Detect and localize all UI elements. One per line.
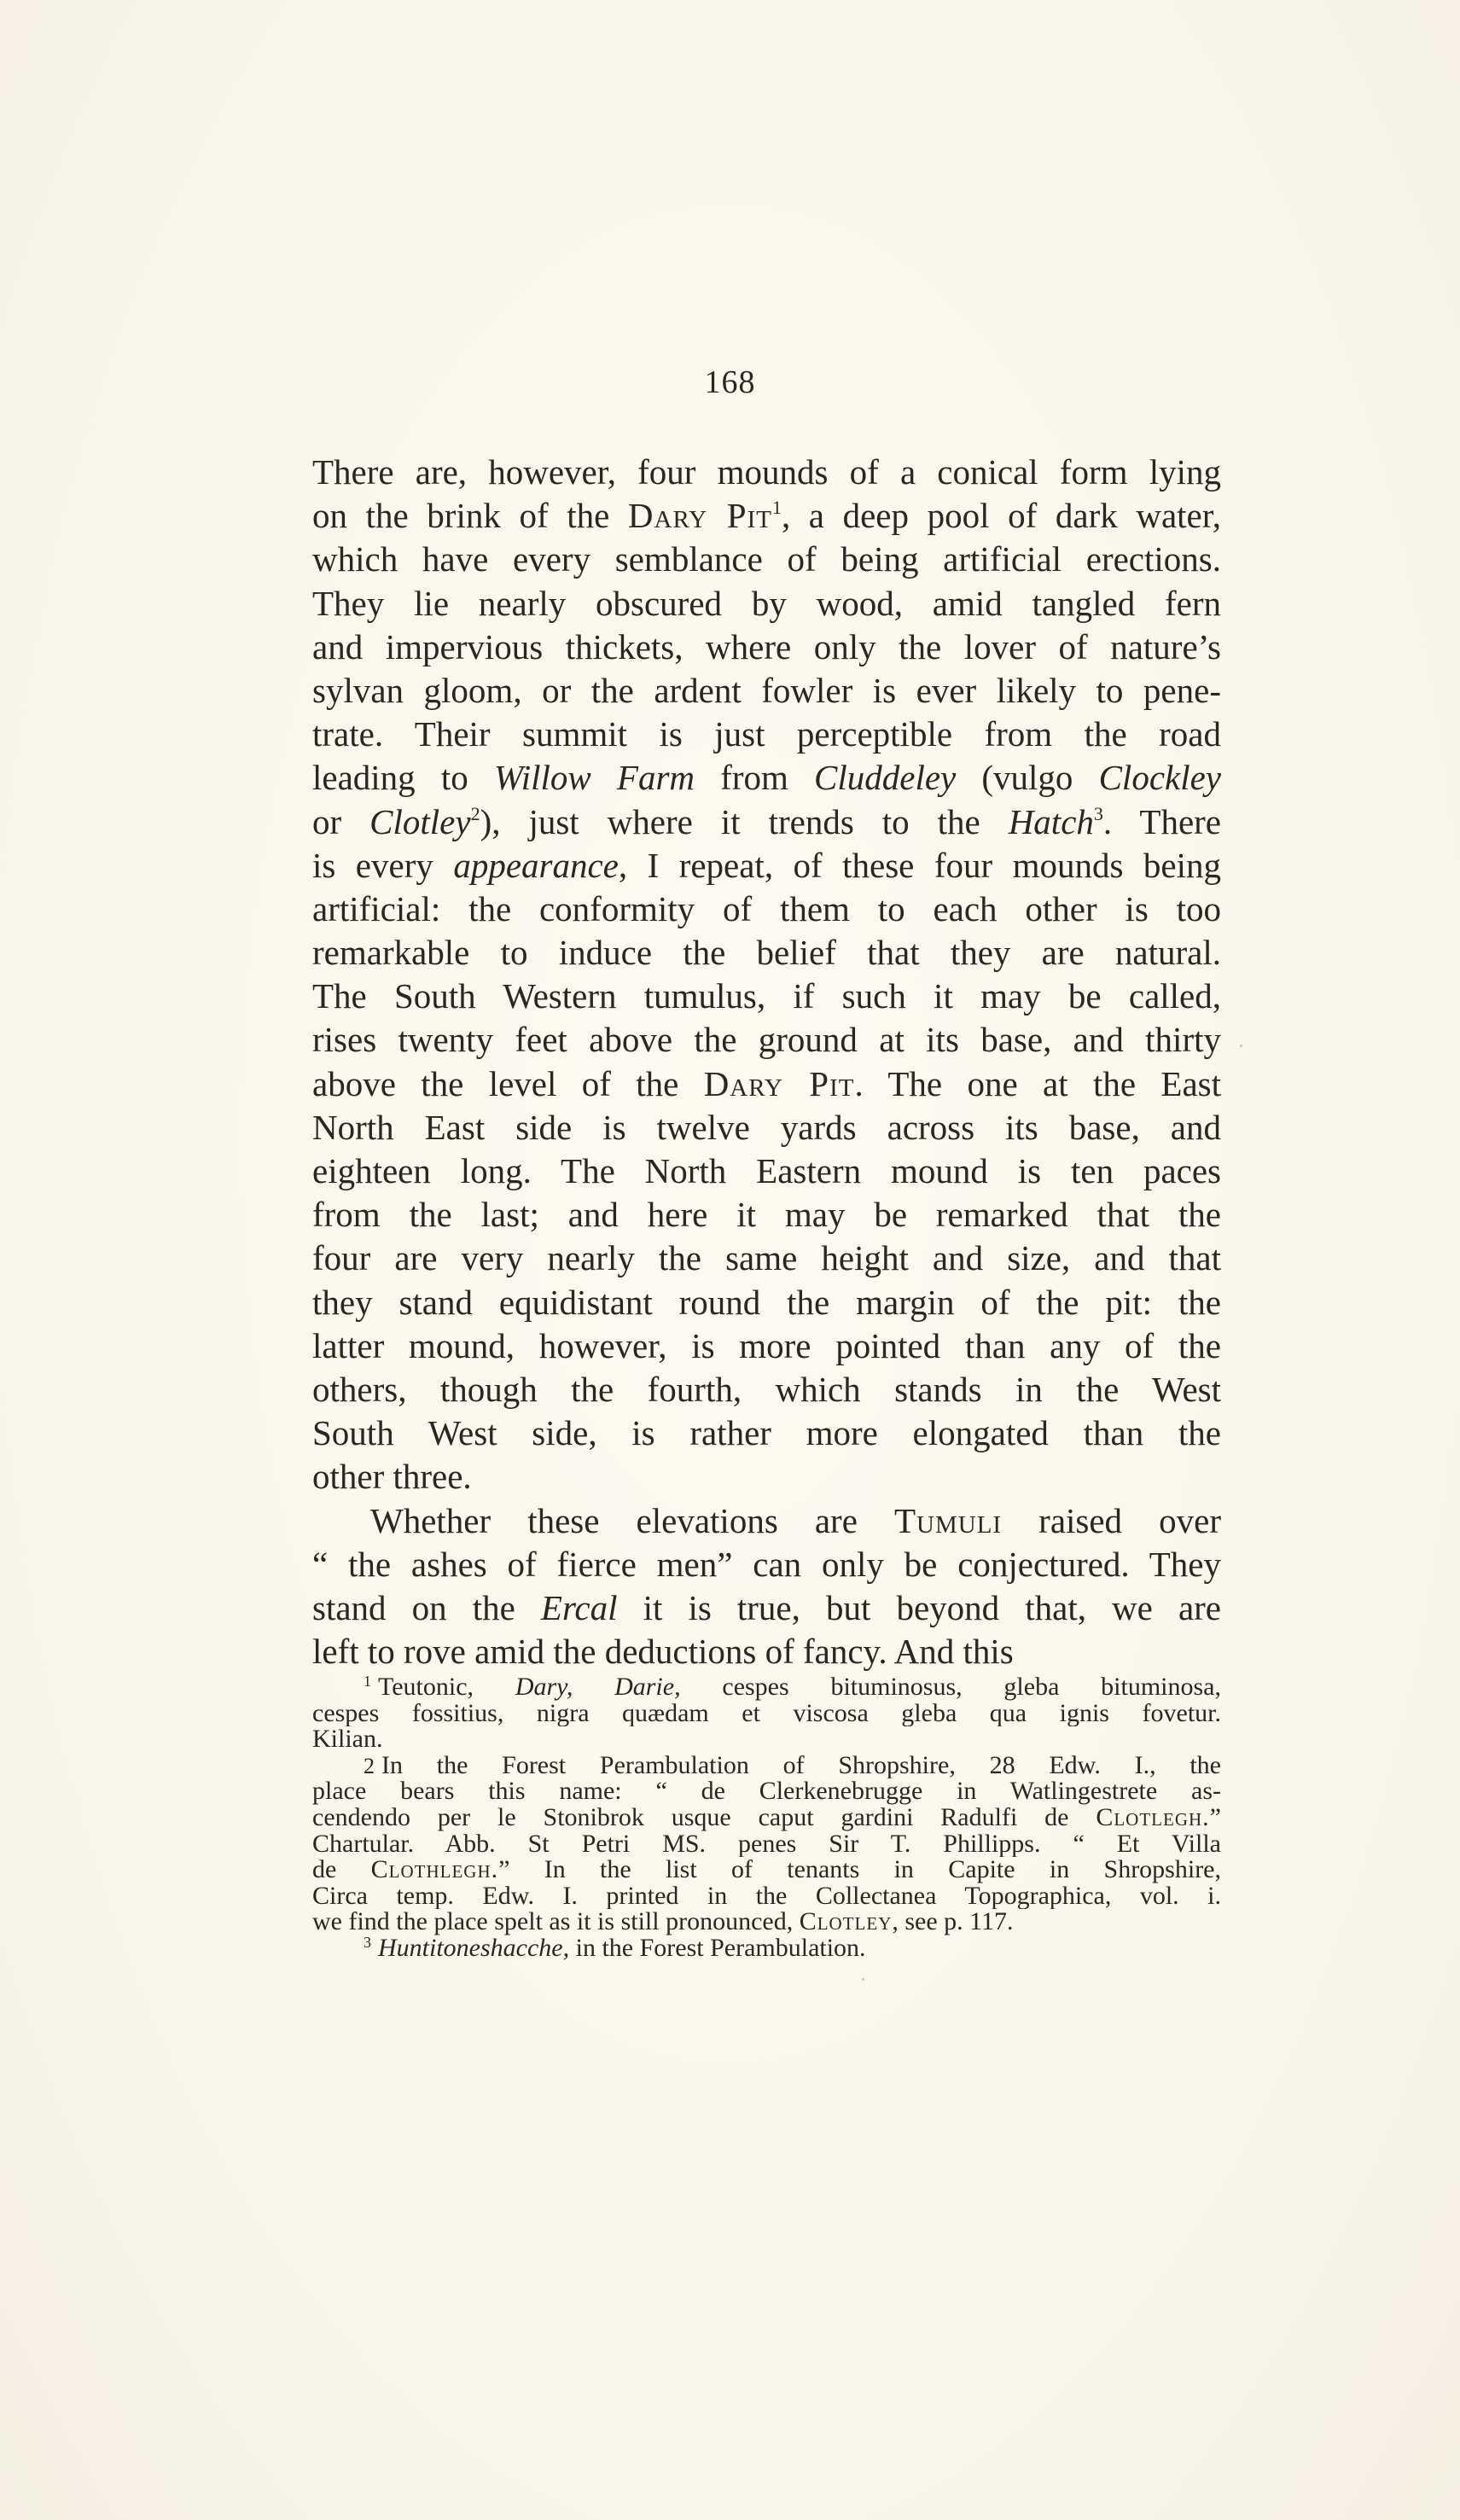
text-run: artificial: the conformity of them to each other is too bbox=[312, 888, 1221, 928]
text-run: sylvan gloom, or the ardent fowler is ever likely to pene- bbox=[312, 670, 1221, 710]
text-line bbox=[312, 1630, 1221, 1673]
text-line bbox=[312, 888, 1221, 931]
text-line bbox=[312, 1237, 1221, 1280]
text-line bbox=[312, 1455, 1221, 1499]
text-run: “ the ashes of fierce men” can only be conjectured. They bbox=[312, 1544, 1221, 1584]
text-run: four are very nearly the same height and size, and that bbox=[312, 1238, 1221, 1278]
text-run: we find the place spelt as it is still pronounced, bbox=[312, 1909, 800, 1935]
text-run: above the level of the bbox=[312, 1063, 704, 1103]
text-run: In the Forest Perambulation of Shropshire, 28 Edw. I., the bbox=[381, 1752, 1221, 1779]
text-line bbox=[312, 1543, 1221, 1586]
text-run: North East side is twelve yards across its base, and bbox=[312, 1107, 1221, 1147]
text-run: Dary Pit bbox=[627, 496, 772, 536]
text-run: from bbox=[695, 758, 815, 798]
text-line bbox=[312, 1324, 1221, 1368]
text-run: stand on the bbox=[312, 1587, 541, 1627]
footnote-ref: 3 bbox=[1093, 802, 1103, 824]
footnote-line bbox=[312, 1805, 1221, 1831]
text-run: Circa temp. Edw. I. printed in the Collectanea Topographica, vol. i. bbox=[312, 1883, 1221, 1910]
text-run: de bbox=[312, 1857, 371, 1883]
text-run: from the last; and here it may be remarked that the bbox=[312, 1195, 1221, 1235]
footnote-line bbox=[312, 1831, 1221, 1858]
text-run: Clotley bbox=[369, 801, 471, 841]
text-run: it is true, but beyond that, we are bbox=[617, 1587, 1221, 1627]
text-run: is every bbox=[312, 845, 454, 885]
text-line bbox=[312, 1281, 1221, 1324]
text-run: rises twenty feet above the ground at its base, and thirty bbox=[312, 1020, 1221, 1060]
text-run: others, though the fourth, which stands in the West bbox=[312, 1369, 1221, 1409]
text-line bbox=[312, 931, 1221, 975]
paragraph-mounds bbox=[312, 451, 1221, 1499]
text-line bbox=[312, 1586, 1221, 1630]
text-run: Hatch bbox=[1008, 801, 1094, 841]
text-run: ” bbox=[1209, 1804, 1221, 1831]
text-run: they stand equidistant round the margin of the pit: the bbox=[312, 1282, 1221, 1322]
footnote-number: 2 bbox=[364, 1753, 375, 1778]
text-run: raised over bbox=[1002, 1500, 1221, 1540]
text-run: , see p. 117. bbox=[892, 1909, 1014, 1935]
text-line bbox=[312, 1411, 1221, 1455]
text-run: South West side, is rather more elongated than the bbox=[312, 1413, 1221, 1453]
text-line bbox=[312, 975, 1221, 1018]
footnote-line bbox=[312, 1726, 1221, 1753]
text-line bbox=[312, 1106, 1221, 1149]
text-run: cespes bituminosus, gleba bituminosa, bbox=[680, 1674, 1221, 1701]
text-line bbox=[312, 494, 1221, 538]
text-run: Ercal bbox=[540, 1587, 618, 1627]
text-run: Huntitoneshacche, bbox=[378, 1935, 570, 1962]
text-line bbox=[312, 844, 1221, 888]
text-run: in the Forest Perambulation. bbox=[569, 1935, 866, 1962]
text-run: Clothlegh. bbox=[370, 1857, 499, 1883]
text-run: . The one at the East bbox=[854, 1063, 1221, 1103]
text-run: cendendo per le Stonibrok usque caput gardini Radulfi de bbox=[312, 1804, 1096, 1831]
text-line bbox=[312, 669, 1221, 713]
text-run: and impervious thickets, where only the lover of nature’s bbox=[312, 626, 1221, 666]
paper-speck bbox=[862, 1978, 864, 1981]
text-run: or bbox=[312, 801, 370, 841]
footnote-line bbox=[312, 1909, 1221, 1935]
text-run: on the brink of the bbox=[312, 496, 628, 536]
text-run: The South Western tumulus, if such it may be called, bbox=[312, 976, 1221, 1016]
text-run: Tumuli bbox=[893, 1500, 1003, 1540]
text-run: Clockley bbox=[1098, 758, 1221, 798]
page-number: 168 bbox=[704, 364, 756, 400]
text-run: eighteen long. The North Eastern mound is ten paces bbox=[312, 1151, 1221, 1190]
text-line bbox=[312, 1193, 1221, 1237]
footnote-number: 3 bbox=[364, 1935, 371, 1951]
text-run: , a deep pool of dark water, bbox=[781, 496, 1221, 536]
footnotes bbox=[312, 1674, 1221, 1962]
footnote-line bbox=[312, 1935, 1221, 1962]
footnote-number: 1 bbox=[364, 1674, 371, 1690]
text-run: Teutonic, bbox=[378, 1674, 515, 1701]
text-run: . There bbox=[1102, 801, 1221, 841]
text-line bbox=[312, 713, 1221, 756]
text-run: Kilian. bbox=[312, 1726, 383, 1753]
footnote-ref: 2 bbox=[470, 802, 480, 824]
text-run: Dary, Darie, bbox=[515, 1674, 681, 1701]
text-run: ), just where it trends to the bbox=[480, 801, 1009, 841]
text-line bbox=[312, 1499, 1221, 1543]
footnote-line bbox=[312, 1778, 1221, 1805]
text-run: Willow Farm bbox=[493, 758, 695, 798]
text-run: other three. bbox=[312, 1457, 472, 1497]
text-line bbox=[312, 756, 1221, 800]
text-run: ” In the list of tenants in Capite in Shropshire, bbox=[498, 1857, 1221, 1883]
text-run: latter mound, however, is more pointed than any of the bbox=[312, 1325, 1221, 1365]
text-run: remarkable to induce the belief that they are natural. bbox=[312, 933, 1221, 973]
footnote-ref: 1 bbox=[771, 497, 782, 519]
footnote-line bbox=[312, 1701, 1221, 1727]
text-line bbox=[312, 582, 1221, 626]
text-line bbox=[312, 626, 1221, 669]
text-run: appearance bbox=[453, 845, 619, 885]
text-run: There are, however, four mounds of a conical form lying bbox=[312, 452, 1221, 492]
footnote-line bbox=[312, 1674, 1221, 1701]
text-run: , I repeat, of these four mounds being bbox=[618, 845, 1221, 885]
text-run: place bears this name: “ de Clerkenebrugge in Watlingestrete as- bbox=[312, 1778, 1221, 1805]
main-text bbox=[312, 451, 1221, 1673]
paragraph-tumuli bbox=[312, 1499, 1221, 1674]
text-run: They lie nearly obscured by wood, amid tangled fern bbox=[312, 583, 1221, 623]
text-line bbox=[312, 1018, 1221, 1062]
text-run: (vulgo bbox=[956, 758, 1099, 798]
text-run: Whether these elevations are bbox=[370, 1500, 894, 1540]
text-run: Dary Pit bbox=[703, 1063, 855, 1103]
text-line bbox=[312, 1368, 1221, 1411]
text-run: Chartular. Abb. St Petri MS. penes Sir T. Phillipps. “ Et Villa bbox=[312, 1830, 1221, 1858]
text-run: Cluddeley bbox=[814, 758, 957, 798]
text-line bbox=[312, 538, 1221, 581]
text-run: left to rove amid the deductions of fancy. And this bbox=[312, 1632, 1014, 1672]
text-line bbox=[312, 800, 1221, 844]
text-run: Clotlegh. bbox=[1096, 1804, 1210, 1831]
text-line bbox=[312, 1149, 1221, 1193]
text-run: which have every semblance of being artificial erections. bbox=[312, 539, 1221, 579]
text-line bbox=[312, 1062, 1221, 1106]
paper-speck bbox=[1240, 1045, 1242, 1047]
text-run: trate. Their summit is just perceptible from the road bbox=[312, 714, 1221, 754]
text-run: Clotley bbox=[799, 1909, 893, 1935]
footnote-line bbox=[312, 1857, 1221, 1883]
text-run: leading to bbox=[312, 758, 494, 798]
footnote-line bbox=[312, 1883, 1221, 1910]
footnote-line bbox=[312, 1753, 1221, 1779]
text-line bbox=[312, 451, 1221, 494]
text-run: cespes fossitius, nigra quædam et viscosa gleba qua ignis fovetur. bbox=[312, 1700, 1221, 1727]
